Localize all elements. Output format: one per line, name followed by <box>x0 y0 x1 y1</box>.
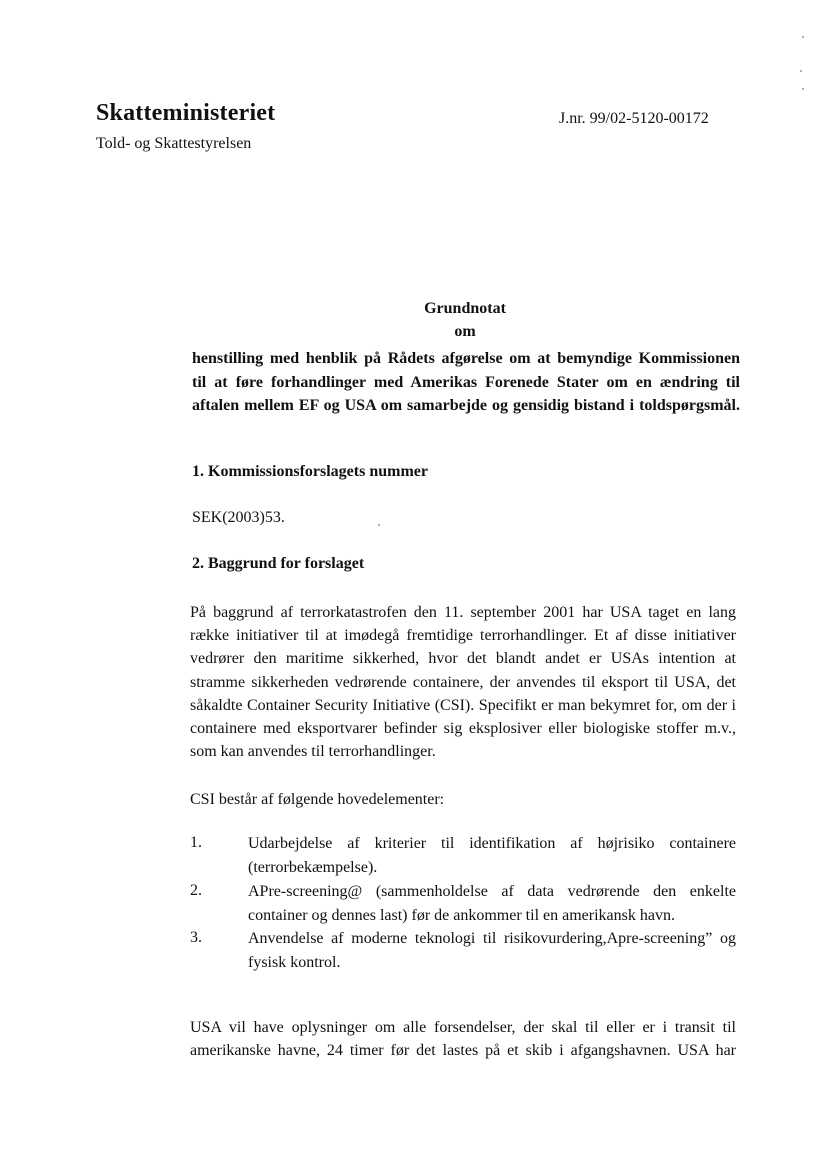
paragraph-line: stramme sikkerheden vedrørende containere, der anvendes til eksport til USA, det <box>190 673 736 691</box>
csi-intro: CSI består af følgende hovedelementer: <box>190 791 445 808</box>
list-item-text <box>248 880 736 927</box>
journal-number: J.nr. 99/02-5120-00172 <box>559 110 709 127</box>
ministry-name: Skatteministeriet <box>96 100 276 126</box>
scan-speck <box>802 88 804 90</box>
section-1-body: SEK(2003)53. <box>192 509 285 526</box>
document-title: Grundnotat <box>424 300 506 317</box>
section-1-heading: 1. Kommissionsforslagets nummer <box>192 463 428 480</box>
section-2-heading: 2. Baggrund for forslaget <box>192 555 365 572</box>
scan-speck <box>800 70 802 72</box>
document-title-om: om <box>454 323 476 340</box>
list-item-text <box>248 832 736 879</box>
list-item-line: Anvendelse af moderne teknologi til risikovurdering,Αpre-screening” og <box>248 930 736 947</box>
paragraph-line: række initiativer til at imødegå fremtidige terrorhandlinger. Et af disse initiativer <box>190 627 736 645</box>
list-item-number: 2. <box>190 882 202 899</box>
list-item-number: 1. <box>190 834 202 851</box>
paragraph-line: På baggrund af terrorkatastrofen den 11. september 2001 har USA taget en lang <box>190 604 736 621</box>
subject-line: aftalen mellem EF og USA om samarbejde og gensidig bistand i toldspørgsmål. <box>192 397 740 414</box>
agency-name: Told- og Skattestyrelsen <box>96 135 252 152</box>
background-paragraph <box>190 601 736 763</box>
paragraph-line: amerikanske havne, 24 timer før det lastes på et skib i afgangshavnen. USA har <box>190 1042 736 1060</box>
list-item-text <box>248 927 736 974</box>
list-item-line: fysisk kontrol. <box>248 953 341 971</box>
list-item-line: container og dennes last) før de ankommer til en amerikansk havn. <box>248 906 675 924</box>
scan-speck <box>378 524 380 526</box>
subject-line: til at føre forhandlinger med Amerikas Forenede Stater om en ændring til <box>192 373 740 391</box>
list-item-number: 3. <box>190 929 202 946</box>
list-item-line: Udarbejdelse af kriterier til identifikation af højrisiko containere <box>248 835 736 852</box>
subject-line: henstilling med henblik på Rådets afgørelse om at bemyndige Kommissionen <box>192 350 740 367</box>
scan-speck <box>802 36 804 38</box>
paragraph-line: USA vil have oplysninger om alle forsendelser, der skal til eller er i transit til <box>190 1019 736 1036</box>
document-subject <box>192 347 740 418</box>
list-item-line: (terrorbekæmpelse). <box>248 858 378 876</box>
paragraph-line: som kan anvendes til terrorhandlinger. <box>190 743 436 761</box>
paragraph-line: containere med eksportvarer befinder sig eksplosiver eller biologiske stoffer m.v., <box>190 720 736 738</box>
closing-paragraph <box>190 1016 736 1062</box>
paragraph-line: såkaldte Container Security Initiative (CSI). Specifikt er man bekymret for, om der i <box>190 696 736 714</box>
list-item-line: ΑPre-screening@ (sammenholdelse af data vedrørende den enkelte <box>248 883 736 900</box>
paragraph-line: vedrører den maritime sikkerhed, hvor det blandt andet er USAs intention at <box>190 650 736 668</box>
